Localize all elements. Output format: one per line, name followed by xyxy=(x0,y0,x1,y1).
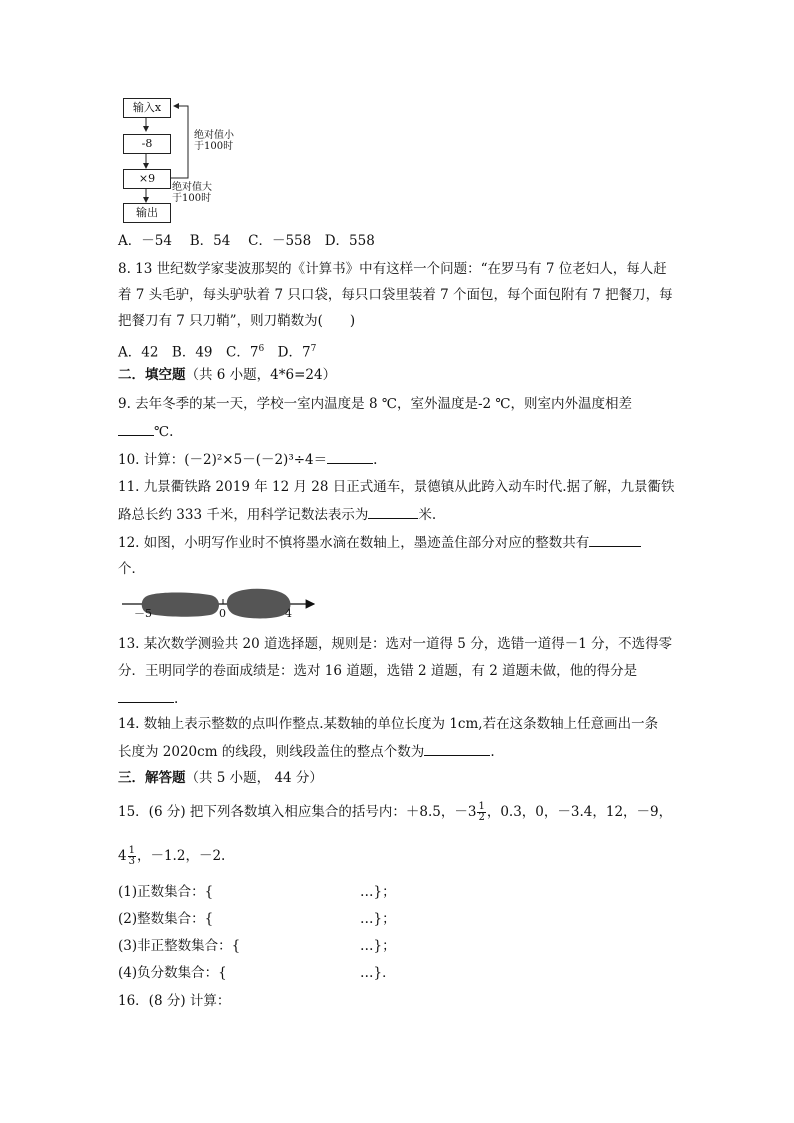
q15-line2 xyxy=(118,846,225,867)
q8-line2: 着 7 头毛驴，每头驴驮着 7 只口袋，每只口袋里装着 7 个面包，每个面包附有 7 把餐刀，每 xyxy=(118,287,673,303)
q8-options-ac: A．42 B．49 C．7 xyxy=(118,344,259,361)
flow-input-box: 输入x xyxy=(123,98,171,118)
q16-heading: 16．(8 分) 计算： xyxy=(118,993,231,1009)
q15-set4-label: (4)负分数集合：{ xyxy=(118,965,227,981)
q15-whole2: 4 xyxy=(118,848,127,864)
q15-set3-label: (3)非正整数集合：{ xyxy=(118,938,241,954)
q12-text: 12. 如图，小明写作业时不慎将墨水滴在数轴上，墨迹盖住部分对应的整数共有 xyxy=(118,535,590,551)
q15-set4-end: …}． xyxy=(360,965,396,981)
q15-mid: ，0.3，0，－3.4，12，－9， xyxy=(486,804,673,820)
q15-suffix: ，－1.2，－2. xyxy=(136,848,226,864)
q15-frac1-den: 2 xyxy=(478,812,485,823)
q7-options: A．－54 B．54 C．－558 D．558 xyxy=(118,233,375,249)
q9-answer-blank xyxy=(118,421,154,436)
q13-answer-blank xyxy=(118,688,174,703)
section2-heading xyxy=(118,365,336,385)
flow-loop-note xyxy=(194,130,234,152)
flow-exit-note-line1: 绝对值大 xyxy=(172,182,212,193)
q11-text: 路总长约 333 千米，用科学记数法表示为 xyxy=(118,507,369,523)
number-line-figure xyxy=(118,586,328,626)
q9-line1: 9. 去年冬季的某一天，学校一室内温度是 8 ℃，室外温度是-2 ℃，则室内外温度相差 xyxy=(118,396,632,412)
flow-multiply-box: ×9 xyxy=(123,169,171,189)
q15-set2-label: (2)整数集合：{ xyxy=(118,911,214,927)
q8-exp-c: 6 xyxy=(258,344,265,354)
q9-unit: ℃. xyxy=(154,424,174,440)
q13-line2: 分．王明同学的卷面成绩是：选对 16 道题，选错 2 道题，有 2 道题未做，他的得分是 xyxy=(118,663,638,679)
q8-option-d: D．7 xyxy=(264,344,311,361)
label-four: 4 xyxy=(285,607,292,620)
section3-title: 三．解答题 xyxy=(118,770,186,786)
flow-exit-note xyxy=(172,182,212,204)
q12-answer-blank xyxy=(589,532,641,547)
flow-subtract-box: -8 xyxy=(123,134,171,154)
q14-line1: 14. 数轴上表示整数的点叫作整点.某数轴的单位长度为 1cm,若在这条数轴上任意画出一条 xyxy=(118,716,659,732)
q11-answer-blank xyxy=(368,504,418,519)
section2-title: 二．填空题 xyxy=(118,367,186,383)
q15-fraction2 xyxy=(128,846,136,867)
q12-line2: 个． xyxy=(118,561,145,577)
q15-set3-end: …}； xyxy=(360,938,396,954)
q15-frac2-num: 1 xyxy=(128,845,135,856)
q15-fraction1 xyxy=(477,802,485,823)
section3-note: （共 5 小题， 44 分） xyxy=(185,770,323,786)
number-line-svg xyxy=(118,586,328,626)
q10-end: . xyxy=(373,452,378,468)
q14-text: 长度为 2020cm 的线段，则线段盖住的整点个数为 xyxy=(118,744,425,760)
section3-heading xyxy=(118,768,323,788)
q15-frac1-num: 1 xyxy=(478,801,485,812)
flow-loop-note-line1: 绝对值小 xyxy=(194,130,234,141)
ink-blot-right xyxy=(227,589,291,619)
flowchart xyxy=(118,96,258,226)
q10-answer-blank xyxy=(327,449,373,464)
flow-output-box: 输出 xyxy=(123,203,171,223)
q11-line2 xyxy=(118,504,436,525)
q8-line1: 8. 13 世纪数学家斐波那契的《计算书》中有这样一个问题：“在罗马有 7 位老妇人，每人赶 xyxy=(118,261,667,277)
q15-set2-end: …}； xyxy=(360,911,396,927)
q15-line1 xyxy=(118,802,672,823)
q8-options xyxy=(118,339,316,363)
q15-prefix: 15．(6 分) 把下列各数填入相应集合的括号内：＋8.5，－3 xyxy=(118,804,477,820)
ink-blot-left xyxy=(142,593,219,617)
q13-line1: 13. 某次数学测验共 20 道选择题，规则是：选对一道得 5 分，选错一道得－1 分，不选得零 xyxy=(118,636,673,652)
q14-end: . xyxy=(490,744,495,760)
q14-answer-blank xyxy=(424,741,490,756)
q15-frac2-den: 3 xyxy=(128,856,135,867)
flow-loop-note-line2: 于100时 xyxy=(194,141,234,152)
q9-line2 xyxy=(118,421,173,442)
q15-set1-label: (1)正数集合：{ xyxy=(118,884,214,900)
q8-exp-d: 7 xyxy=(310,344,317,354)
q10-text: 10. 计算：(－2)²×5－(－2)³÷4＝ xyxy=(118,452,328,468)
q8-line3: 把餐刀有 7 只刀鞘”，则刀鞘数为( ) xyxy=(118,313,356,329)
label-minus5: －5 xyxy=(134,607,152,620)
flow-exit-note-line2: 于100时 xyxy=(172,193,212,204)
q12-line1 xyxy=(118,532,641,553)
q11-line1: 11. 九景衢铁路 2019 年 12 月 28 日正式通车，景德镇从此跨入动车时代.据了解，九景衢铁 xyxy=(118,479,675,495)
section2-note: （共 6 小题，4*6=24） xyxy=(185,367,337,383)
q13-end: . xyxy=(174,691,179,707)
label-zero: 0 xyxy=(219,607,226,620)
q13-line3 xyxy=(118,688,178,709)
q11-end: 米. xyxy=(418,507,437,523)
q14-line2 xyxy=(118,741,495,762)
q10-line xyxy=(118,449,377,470)
q15-set1-end: …}； xyxy=(360,884,396,900)
